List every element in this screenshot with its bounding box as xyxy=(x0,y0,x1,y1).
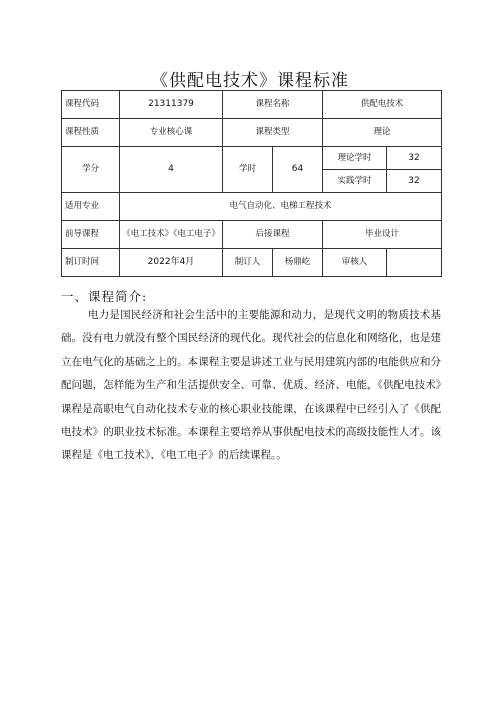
theory-hours-value: 32 xyxy=(387,147,442,170)
name-label: 课程名称 xyxy=(223,91,323,119)
reviewer-label: 审核人 xyxy=(323,249,387,277)
credit-value: 4 xyxy=(120,147,223,193)
reviewer-value xyxy=(387,249,442,277)
table-row xyxy=(62,193,442,221)
date-label: 制订时间 xyxy=(62,249,120,277)
author-value: 杨鼎屹 xyxy=(273,249,323,277)
practice-hours-label: 实践学时 xyxy=(323,170,387,193)
course-info-table xyxy=(61,90,442,277)
hours-value: 64 xyxy=(273,147,323,193)
code-label: 课程代码 xyxy=(62,91,120,119)
type-label: 课程类型 xyxy=(223,119,323,147)
prereq-label: 前导课程 xyxy=(62,221,120,249)
page-title: 《供配电技术》课程标准 xyxy=(151,71,349,91)
major-label: 适用专业 xyxy=(62,193,120,221)
credit-label: 学分 xyxy=(62,147,120,193)
major-value: 电气自动化、电梯工程技术 xyxy=(120,193,442,221)
nature-label: 课程性质 xyxy=(62,119,120,147)
section-heading: 一、课程简介: xyxy=(61,289,148,304)
table-row xyxy=(62,249,442,277)
hours-label: 学时 xyxy=(223,147,273,193)
code-value: 21311379 xyxy=(120,91,223,119)
followup-label: 后接课程 xyxy=(223,221,323,249)
theory-hours-label: 理论学时 xyxy=(323,147,387,170)
course-intro-paragraph: 电力是国民经济和社会生活中的主要能源和动力，是现代文明的物质技术基础。没有电力就没有整个国民经济的现代化。现代社会的信息化和网络化，也是建立在电气化的基础之上的。本课程主要是讲述工业与民用建筑内部的电能供应和分配问题，怎样能为生产和生活提供安全、可靠、优质、经济、电能，《供配电技术》课程是高职电气自动化技术专业的核心职业技能课，在该课程中已经引入了《供配电技术》的职业技术标准。本课程主要培养从事供配电技术的高级技能性人才。该课程是《电工技术》、《电工电子》的后续课程。。 xyxy=(61,309,441,462)
name-value: 供配电技术 xyxy=(323,91,442,119)
date-value: 2022年4月 xyxy=(120,249,223,277)
practice-hours-value: 32 xyxy=(387,170,442,193)
nature-value: 专业核心课 xyxy=(120,119,223,147)
author-label: 制订人 xyxy=(223,249,273,277)
table-row xyxy=(62,119,442,147)
table-row xyxy=(62,91,442,119)
type-value: 理论 xyxy=(323,119,442,147)
table-row xyxy=(62,221,442,249)
followup-value: 毕业设计 xyxy=(323,221,442,249)
prereq-value: 《电工技术》《电工电子》 xyxy=(120,221,223,249)
table-row xyxy=(62,147,442,170)
